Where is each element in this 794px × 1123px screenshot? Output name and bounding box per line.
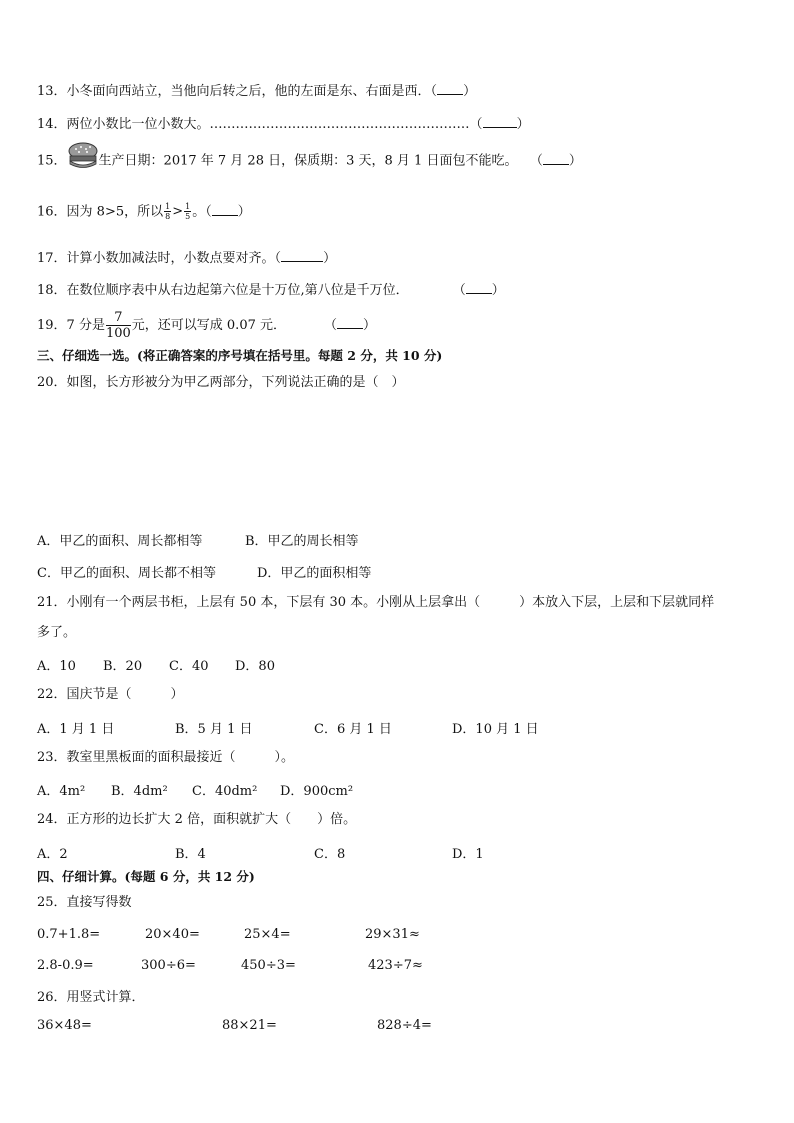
answer-blank[interactable] xyxy=(281,249,323,262)
answer-blank[interactable] xyxy=(466,281,492,294)
q25-item[interactable]: 29×31≈ xyxy=(365,927,420,942)
q23-option-a[interactable]: A．4m² xyxy=(37,784,86,799)
q24-option-b[interactable]: B．4 xyxy=(175,847,206,862)
q22-option-d[interactable]: D．10 月 1 日 xyxy=(452,722,539,737)
question-16: 16．因为 8>5，所以 $\frac{1}{8}$ > $\frac{1}{5}$ 。（ ） xyxy=(37,202,251,221)
question-19: 19．7 分是 $\frac{7}{100}$ 元，还可以写成 0.07 元． （ ） xyxy=(37,310,377,341)
answer-blank[interactable] xyxy=(212,203,238,216)
q22-option-a[interactable]: A．1 月 1 日 xyxy=(37,722,115,737)
q25-item[interactable]: 0.7+1.8= xyxy=(37,927,101,942)
q21-option-a[interactable]: A．10 xyxy=(37,659,76,674)
q25-item[interactable]: 300÷6= xyxy=(141,958,196,973)
q25-item[interactable]: 423÷7≈ xyxy=(368,958,423,973)
q20-option-a[interactable]: A．甲乙的面积、周长都相等 xyxy=(37,534,203,549)
q20-option-b[interactable]: B．甲乙的周长相等 xyxy=(245,534,359,549)
question-22-stem: 22．国庆节是（ ） xyxy=(37,687,184,702)
question-15: 15． 生产日期：2017 年 7 月 28 日，保质期：3 天，8 月 1 日面包不能吃。 （ ） xyxy=(37,150,582,172)
q21-option-d[interactable]: D．80 xyxy=(235,659,275,674)
q25-item[interactable]: 450÷3= xyxy=(241,958,296,973)
question-14-text: 14．两位小数比一位小数大。…………………………………………………… xyxy=(37,117,470,132)
question-13: 13．小冬面向西站立，当他向后转之后，他的左面是东、右面是西．（ ） xyxy=(37,84,477,99)
answer-blank[interactable] xyxy=(437,82,463,95)
question-18-text: 18．在数位顺序表中从右边起第六位是十万位,第八位是千万位． xyxy=(37,283,409,298)
q22-option-c[interactable]: C．6 月 1 日 xyxy=(314,722,392,737)
question-17: 17．计算小数加减法时，小数点要对齐。（ ） xyxy=(37,251,337,266)
bread-icon xyxy=(67,140,99,172)
section-3-heading: 三、仔细选一选。(将正确答案的序号填在括号里。每题 2 分，共 10 分) xyxy=(37,348,443,363)
q22-option-b[interactable]: B．5 月 1 日 xyxy=(175,722,253,737)
q26-item[interactable]: 828÷4= xyxy=(377,1018,432,1033)
q23-option-b[interactable]: B．4dm² xyxy=(111,784,168,799)
q26-item[interactable]: 36×48= xyxy=(37,1018,92,1033)
question-26-stem: 26．用竖式计算． xyxy=(37,990,145,1005)
answer-blank[interactable] xyxy=(543,152,569,165)
section-4-heading: 四、仔细计算。(每题 6 分，共 12 分) xyxy=(37,869,255,884)
question-14: 14．两位小数比一位小数大。……………………………………………………（ ） xyxy=(37,117,530,132)
question-25-stem: 25．直接写得数 xyxy=(37,895,132,910)
q26-item[interactable]: 88×21= xyxy=(222,1018,277,1033)
q25-item[interactable]: 25×4= xyxy=(244,927,291,942)
question-15-text: 生产日期：2017 年 7 月 28 日，保质期：3 天，8 月 1 日面包不能吃。 xyxy=(98,153,518,169)
q21-option-c[interactable]: C．40 xyxy=(169,659,209,674)
fraction-1-5: $\frac{1}{5}$ xyxy=(185,202,191,221)
question-17-text: 17．计算小数加减法时，小数点要对齐。 xyxy=(37,251,275,266)
q25-item[interactable]: 20×40= xyxy=(145,927,200,942)
fraction-1-8: $\frac{1}{8}$ xyxy=(165,202,171,221)
question-23-stem: 23．教室里黑板面的面积最接近（ ）。 xyxy=(37,750,295,765)
question-20-stem: 20．如图，长方形被分为甲乙两部分，下列说法正确的是（ ） xyxy=(37,375,405,390)
answer-blank[interactable] xyxy=(337,316,363,329)
q20-option-c[interactable]: C．甲乙的面积、周长都不相等 xyxy=(37,566,216,581)
q23-option-d[interactable]: D．900cm² xyxy=(280,784,354,799)
q24-option-c[interactable]: C．8 xyxy=(314,847,346,862)
q25-item[interactable]: 2.8-0.9= xyxy=(37,958,94,973)
q23-option-c[interactable]: C．40dm² xyxy=(192,784,258,799)
question-18: 18．在数位顺序表中从右边起第六位是十万位,第八位是千万位． （ ） xyxy=(37,283,505,298)
question-21-stem-cont: 多了。 xyxy=(37,625,77,640)
answer-blank[interactable] xyxy=(483,115,517,128)
fraction-7-100: $\frac{7}{100}$ xyxy=(105,310,131,341)
question-13-text: 13．小冬面向西站立，当他向后转之后，他的左面是东、右面是西． xyxy=(37,84,431,99)
q24-option-a[interactable]: A．2 xyxy=(37,847,68,862)
q21-option-b[interactable]: B．20 xyxy=(103,659,143,674)
q24-option-d[interactable]: D．1 xyxy=(452,847,484,862)
question-21-stem: 21．小刚有一个两层书柜，上层有 50 本，下层有 30 本。小刚从上层拿出（ ）本放入下层，上层和下层就同样 xyxy=(37,595,715,610)
question-24-stem: 24．正方形的边长扩大 2 倍，面积就扩大（ ）倍。 xyxy=(37,812,357,827)
q20-option-d[interactable]: D．甲乙的面积相等 xyxy=(257,566,372,581)
